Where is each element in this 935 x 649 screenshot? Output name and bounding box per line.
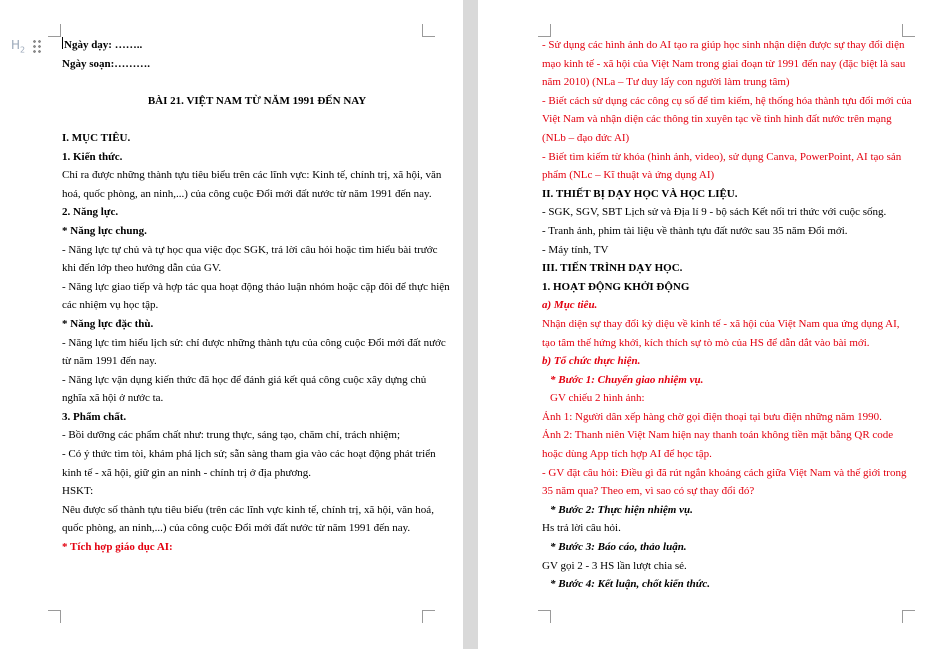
paragraph: 1. Kiến thức.	[62, 150, 123, 163]
teach-date: Ngày dạy: ……..	[64, 39, 143, 51]
paragraph: - Năng lực tìm hiểu lịch sử: chỉ được những thành tựu của công cuộc Đổi mới đất nước từ năm 1991 đến nay.	[62, 336, 446, 368]
text-cursor	[62, 37, 63, 49]
paragraph: - Tranh ảnh, phim tài liệu về thành tựu đất nước sau 35 năm Đổi mới.	[542, 224, 848, 237]
drag-handle-icon[interactable]	[32, 39, 42, 53]
paragraph: Nhận diện sự thay đổi kỳ diệu về kinh tế - xã hội của Việt Nam qua ứng dụng AI, tạo tâm thế hứng khởi, kích thích sự tò mò của HS để dẫn dắt vào bài mới.	[542, 317, 900, 349]
paragraph: a) Mục tiêu.	[542, 299, 598, 312]
paragraph: - Biết tìm kiếm từ khóa (hình ảnh, video), sử dụng Canva, PowerPoint, AI tạo sản phẩm (NLc – Kĩ thuật và ứng dụng AI)	[542, 150, 902, 182]
paragraph: b) Tổ chức thực hiện.	[542, 355, 641, 368]
paragraph: - Máy tính, TV	[542, 243, 609, 256]
lesson-title: BÀI 21. VIỆT NAM TỪ NĂM 1991 ĐẾN NAY	[147, 94, 367, 107]
paragraph: - GV đặt câu hỏi: Điều gì đã rút ngắn khoảng cách giữa Việt Nam và thế giới trong 35 năm qua? Theo em, vì sao có sự thay đổi đó?	[542, 466, 907, 498]
document-page-left	[0, 0, 463, 649]
paragraph: Ảnh 1: Người dân xếp hàng chờ gọi điện thoại tại bưu điện những năm 1990.	[542, 410, 882, 423]
paragraph: * Bước 1: Chuyển giao nhiệm vụ.	[550, 373, 704, 386]
paragraph: III. TIẾN TRÌNH DẠY HỌC.	[542, 262, 683, 275]
paragraph: Chỉ ra được những thành tựu tiêu biểu trên các lĩnh vực: Kinh tế, chính trị, xã hội, văn hoá, quốc phòng, an ninh,...) của công cuộc Đổi mới đất nước từ năm 1991 đến nay.	[62, 169, 442, 200]
prep-date: Ngày soạn:……….	[62, 57, 151, 70]
paragraph: Hs trả lời câu hỏi.	[542, 522, 621, 535]
left-page-text[interactable]	[62, 36, 452, 557]
heading-style-icon[interactable]: $H_2$	[11, 38, 26, 55]
paragraph: - Năng lực giao tiếp và hợp tác qua hoạt động thảo luận nhóm hoặc cặp đôi để thực hiện các nhiệm vụ học tập.	[62, 280, 450, 312]
crop-mark	[48, 24, 61, 37]
paragraph: Ảnh 2: Thanh niên Việt Nam hiện nay thanh toán không tiền mặt bằng QR code hoặc dùng App tích hợp AI để học tập.	[542, 429, 894, 461]
crop-mark	[422, 610, 435, 623]
paragraph: HSKT:	[62, 485, 94, 498]
paragraph: - Năng lực tự chủ và tự học qua việc đọc SGK, trả lời câu hỏi hoặc tìm hiểu bài trước khi đến lớp theo hướng dẫn của GV.	[62, 243, 438, 275]
paragraph: * Tích hợp giáo dục AI:	[62, 541, 173, 554]
paragraph: * Năng lực chung.	[62, 224, 147, 237]
paragraph: * Bước 4: Kết luận, chốt kiến thức.	[550, 578, 710, 591]
paragraph: * Bước 2: Thực hiện nhiệm vụ.	[550, 503, 693, 516]
paragraph: - Sử dụng các hình ảnh do AI tạo ra giúp học sinh nhận diện được sự thay đổi diện mạo kinh tế - xã hội của Việt Nam trong giai đoạn từ 1991 đến nay (đặc biệt là sau năm 2010) (NLa – Tư duy lấy con người làm trung tâm)	[542, 39, 906, 89]
paragraph: * Bước 3: Báo cáo, thảo luận.	[550, 541, 687, 554]
paragraph: - Năng lực vận dụng kiến thức đã học để đánh giá kết quả công cuộc xây dựng chủ nghĩa xã hội ở nước ta.	[62, 373, 427, 405]
paragraph: * Năng lực đặc thù.	[62, 317, 154, 330]
paragraph: II. THIẾT BỊ DẠY HỌC VÀ HỌC LIỆU.	[542, 187, 738, 200]
paragraph: 2. Năng lực.	[62, 206, 119, 219]
paragraph: - Bồi dưỡng các phẩm chất như: trung thực, sáng tạo, chăm chỉ, trách nhiệm;	[62, 429, 401, 442]
paragraph: GV chiếu 2 hình ảnh:	[550, 392, 645, 405]
crop-mark	[902, 610, 915, 623]
paragraph: I. MỤC TIÊU.	[62, 131, 131, 144]
paragraph: - SGK, SGV, SBT Lịch sử và Địa lí 9 - bộ sách Kết nối tri thức với cuộc sống.	[542, 206, 887, 219]
right-page-text[interactable]	[542, 36, 914, 594]
paragraph: Nêu được số thành tựu tiêu biểu (trên các lĩnh vực kinh tế, chính trị, xã hội, văn hoá, quốc phòng, an ninh,...) của công cuộc Đổi mới đất nước từ năm 1991 đến nay.	[62, 503, 434, 535]
paragraph: - Biết cách sử dụng các công cụ số để tìm kiếm, hệ thống hóa thành tựu đổi mới của Việt Nam và nhận diện các thông tin xuyên tạc về tình hình đất nước trên mạng (NLb – đạo đức AI)	[542, 94, 912, 144]
paragraph: 3. Phẩm chất.	[62, 410, 127, 423]
crop-mark	[538, 610, 551, 623]
paragraph: - Có ý thức tìm tòi, khám phá lịch sử; sẵn sàng tham gia vào các hoạt động phát triển kinh tế - xã hội, giữ gìn an ninh - chính trị ở địa phương.	[62, 448, 436, 479]
paragraph: 1. HOẠT ĐỘNG KHỞI ĐỘNG	[542, 280, 690, 293]
paragraph: GV gọi 2 - 3 HS lần lượt chia sẻ.	[542, 559, 687, 572]
crop-mark	[48, 610, 61, 623]
page-gutter	[463, 0, 478, 649]
